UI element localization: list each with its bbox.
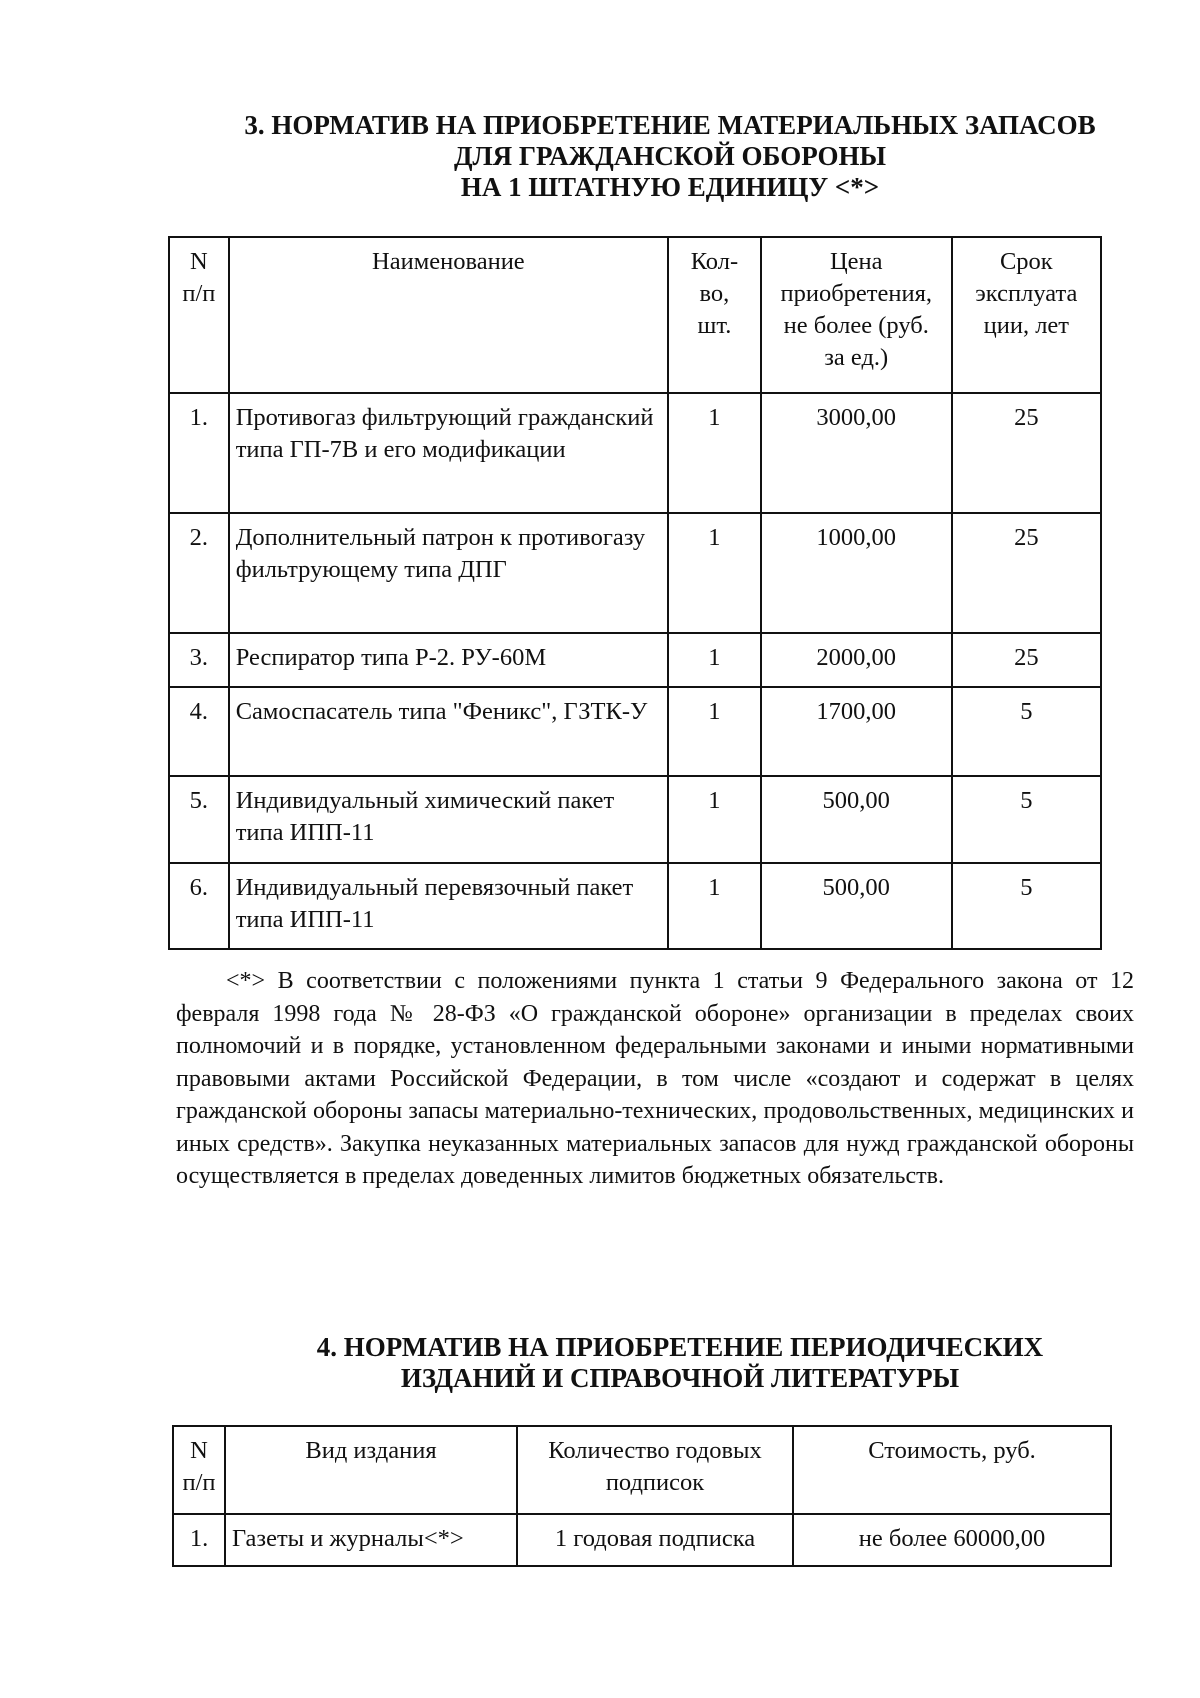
row-name: Индивидуальный перевязочный пакет типа ИПП-11 — [229, 863, 668, 949]
table-row — [169, 776, 1101, 863]
header-num-line: N — [190, 248, 208, 275]
header-qty-line: во, — [699, 280, 730, 307]
table-row — [169, 393, 1101, 513]
row-term: 25 — [952, 393, 1101, 513]
row-cost: не более 60000,00 — [793, 1514, 1111, 1566]
header-price-line: за ед.) — [824, 344, 889, 371]
row-num: 4. — [169, 687, 229, 776]
row-name: Индивидуальный химический пакет типа ИПП-11 — [229, 776, 668, 863]
row-qty: 1 — [668, 633, 761, 687]
row-name: Самоспасатель типа "Феникс", ГЗТК-У — [229, 687, 668, 776]
row-price: 2000,00 — [761, 633, 952, 687]
header-qty-line: шт. — [697, 312, 732, 339]
header-term-line: Срок — [999, 248, 1053, 275]
row-price: 500,00 — [761, 863, 952, 949]
header-num-line: п/п — [182, 1469, 216, 1496]
row-price: 3000,00 — [761, 393, 952, 513]
footnote-paragraph: <*> В соответствии с положениями пункта 1 статьи 9 Федерального закона от 12 февраля 1998 года № 28-ФЗ «О гражданской обороне» организации в пределах своих полномочий и в порядке, установленном федеральными законами и иными нормативными правовыми актами Российской Федерации, в том числе «создают и содержат в целях гражданской обороны запасы материально-технических, продовольственных, медицинских и иных средств». Закупка неуказанных материальных запасов для нужд гражданской обороны осуществляется в пределах доведенных лимитов бюджетных обязательств. — [176, 968, 1134, 1189]
row-price: 1000,00 — [761, 513, 952, 633]
row-qty: 1 — [668, 393, 761, 513]
materials-table — [168, 236, 1102, 950]
row-count: 1 годовая подписка — [517, 1514, 793, 1566]
row-name: Дополнительный патрон к противогазу фильтрующему типа ДПГ — [229, 513, 668, 633]
header-num-line: п/п — [182, 280, 216, 307]
section-3-title — [180, 110, 1160, 203]
row-name: Респиратор типа Р-2. РУ-60М — [229, 633, 668, 687]
materials-table-header-row — [169, 237, 1101, 393]
section-3-title-line-1: 3. НОРМАТИВ НА ПРИОБРЕТЕНИЕ МАТЕРИАЛЬНЫХ ЗАПАСОВ — [244, 110, 1096, 140]
table-row — [169, 633, 1101, 687]
row-num: 1. — [169, 393, 229, 513]
header-qty-line: Кол- — [690, 248, 739, 275]
row-num: 6. — [169, 863, 229, 949]
row-qty: 1 — [668, 776, 761, 863]
header-name: Наименование — [229, 237, 668, 393]
header-num-line: N — [190, 1437, 208, 1464]
row-price: 500,00 — [761, 776, 952, 863]
row-num: 3. — [169, 633, 229, 687]
row-term: 5 — [952, 776, 1101, 863]
row-num: 1. — [173, 1514, 225, 1566]
section-3-title-line-2: ДЛЯ ГРАЖДАНСКОЙ ОБОРОНЫ — [453, 141, 887, 171]
row-term: 25 — [952, 633, 1101, 687]
row-type: Газеты и журналы<*> — [225, 1514, 517, 1566]
periodicals-table-header-row — [173, 1426, 1111, 1514]
periodicals-table — [172, 1425, 1112, 1567]
header-price-line: не более (руб. — [783, 312, 929, 339]
table-row — [169, 863, 1101, 949]
header-num — [173, 1426, 225, 1514]
header-count-line: подписок — [605, 1469, 705, 1496]
header-price — [761, 237, 952, 393]
row-qty: 1 — [668, 687, 761, 776]
header-type: Вид издания — [225, 1426, 517, 1514]
header-cost: Стоимость, руб. — [793, 1426, 1111, 1514]
header-count-line: Количество годовых — [548, 1437, 762, 1464]
row-term: 5 — [952, 687, 1101, 776]
table-row — [169, 687, 1101, 776]
row-num: 2. — [169, 513, 229, 633]
section-3-title-line-3: НА 1 ШТАТНУЮ ЕДИНИЦУ <*> — [460, 172, 880, 202]
row-name: Противогаз фильтрующий гражданский типа ГП-7В и его модификации — [229, 393, 668, 513]
table-row — [173, 1514, 1111, 1566]
table-row — [169, 513, 1101, 633]
row-term: 25 — [952, 513, 1101, 633]
section-4-title-line-1: 4. НОРМАТИВ НА ПРИОБРЕТЕНИЕ ПЕРИОДИЧЕСКИХ — [316, 1332, 1044, 1362]
header-term-line: ции, лет — [983, 312, 1070, 339]
row-num: 5. — [169, 776, 229, 863]
header-num — [169, 237, 229, 393]
section-4-title-line-2: ИЗДАНИЙ И СПРАВОЧНОЙ ЛИТЕРАТУРЫ — [400, 1363, 960, 1393]
row-term: 5 — [952, 863, 1101, 949]
header-term — [952, 237, 1101, 393]
header-price-line: приобретения, — [780, 280, 932, 307]
row-qty: 1 — [668, 513, 761, 633]
header-term-line: эксплуата — [975, 280, 1078, 307]
row-qty: 1 — [668, 863, 761, 949]
header-qty — [668, 237, 761, 393]
section-4-title — [200, 1332, 1160, 1394]
row-price: 1700,00 — [761, 687, 952, 776]
header-price-line: Цена — [829, 248, 883, 275]
header-count — [517, 1426, 793, 1514]
